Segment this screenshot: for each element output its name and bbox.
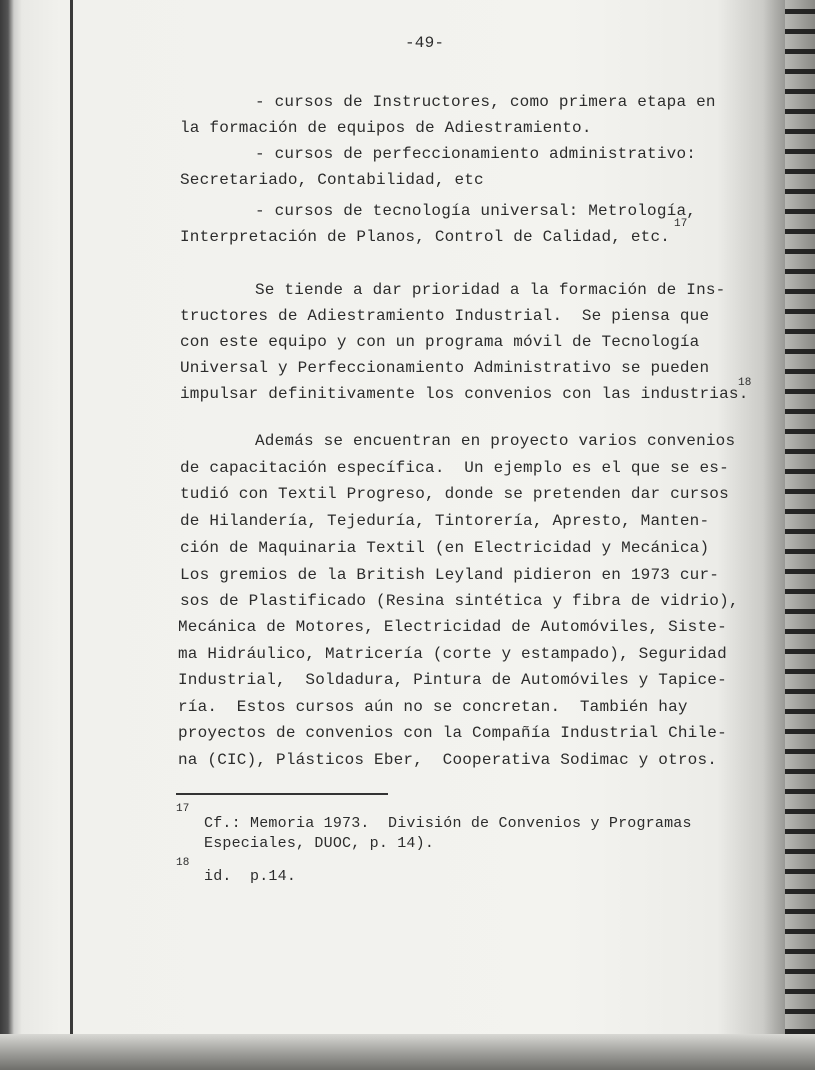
footnote-number: 17	[176, 803, 190, 815]
footnote-ref-17: 17	[674, 218, 688, 230]
text-line: Además se encuentran en proyecto varios convenios	[255, 432, 736, 450]
text-line: Se tiende a dar prioridad a la formación de Ins-	[255, 281, 726, 299]
text-line: con este equipo y con un programa móvil de Tecnología	[180, 333, 700, 351]
text-line: la formación de equipos de Adiestramiento.	[180, 119, 592, 137]
footnote-text: id. p.14.	[204, 868, 297, 885]
text-line: ma Hidráulico, Matricería (corte y estampado), Seguridad	[178, 645, 727, 663]
text-line: Universal y Perfeccionamiento Administrativo se pueden	[180, 359, 710, 377]
footnote-divider	[176, 793, 388, 795]
text-line: de Hilandería, Tejeduría, Tintorería, Apresto, Manten-	[180, 512, 710, 530]
text-line: Mecánica de Motores, Electricidad de Automóviles, Siste-	[178, 618, 727, 636]
page-number: -49-	[405, 34, 445, 52]
text-line: de capacitación específica. Un ejemplo es el que se es-	[180, 459, 729, 477]
text-line: Industrial, Soldadura, Pintura de Automóviles y Tapice-	[178, 671, 727, 689]
text-line: proyectos de convenios con la Compañía Industrial Chile-	[178, 724, 727, 742]
text-line: na (CIC), Plásticos Eber, Cooperativa Sodimac y otros.	[178, 751, 718, 769]
footnote-ref-18: 18	[738, 377, 752, 389]
text-line: ría. Estos cursos aún no se concretan. También hay	[178, 698, 688, 716]
text-line: sos de Plastificado (Resina sintética y fibra de vidrio),	[180, 592, 739, 610]
footnote-text: Cf.: Memoria 1973. División de Convenios y Programas	[204, 815, 692, 832]
text-line: ción de Maquinaria Textil (en Electricidad y Mecánica)	[180, 539, 710, 557]
text-line: - cursos de Instructores, como primera etapa en	[255, 93, 716, 111]
text-line: - cursos de perfeccionamiento administrativo:	[255, 145, 697, 163]
text-line: Interpretación de Planos, Control de Calidad, etc.	[180, 228, 671, 246]
text-line: tructores de Adiestramiento Industrial. Se piensa que	[180, 307, 710, 325]
text-line: Los gremios de la British Leyland pidieron en 1973 cur-	[180, 566, 720, 584]
text-line: - cursos de tecnología universal: Metrología,	[255, 202, 697, 220]
footnote-number: 18	[176, 857, 190, 869]
text-line: impulsar definitivamente los convenios con las industrias.	[180, 385, 749, 403]
footnote-text: Especiales, DUOC, p. 14).	[204, 835, 435, 852]
text-line: tudió con Textil Progreso, donde se pretenden dar cursos	[180, 485, 729, 503]
text-line: Secretariado, Contabilidad, etc	[180, 171, 484, 189]
